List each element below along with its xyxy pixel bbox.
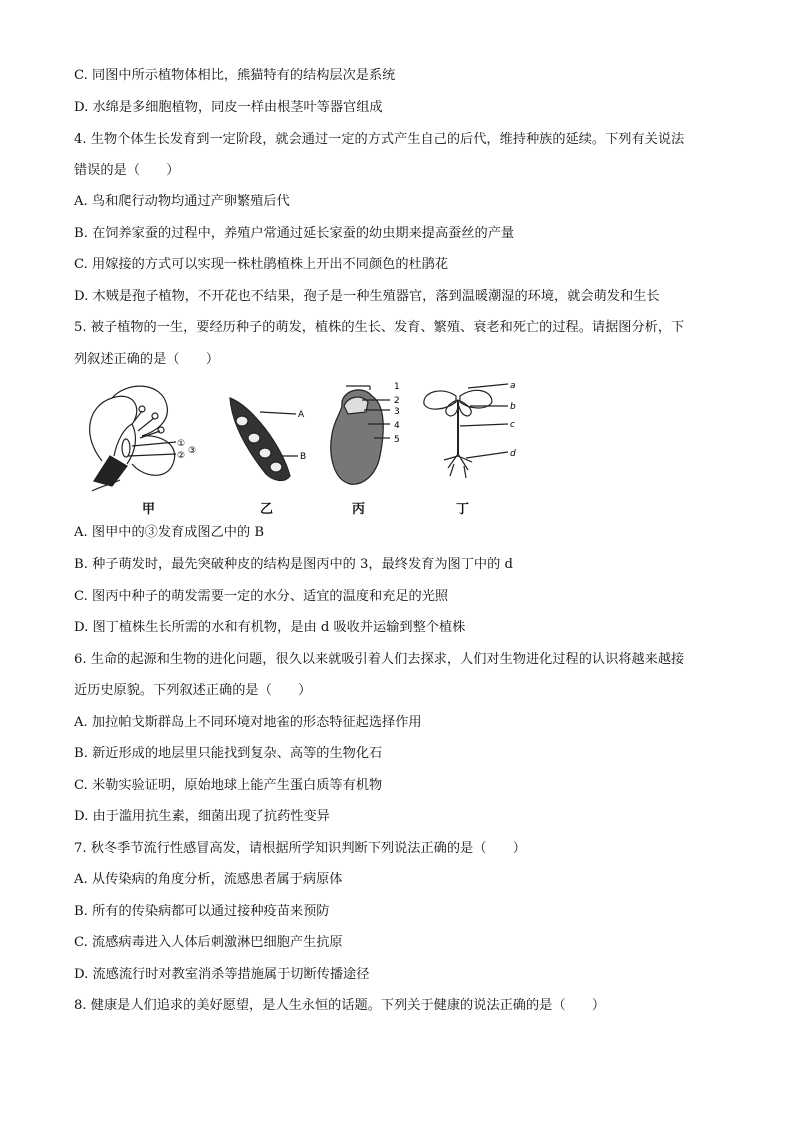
question-5-stem: 5. 被子植物的一生，要经历种子的萌发，植株的生长、发育、繁殖、衰老和死亡的过程。请据图分析，下 bbox=[74, 320, 685, 335]
seedling-diagram bbox=[424, 384, 508, 478]
question-4-stem: 4. 生物个体生长发育到一定阶段，就会通过一定的方式产生自己的后代，维持种族的延续。下列有关说法 bbox=[74, 132, 685, 147]
question-8-stem: 8. 健康是人们追求的美好愿望，是人生永恒的话题。下列关于健康的说法正确的是（ ） bbox=[74, 998, 606, 1013]
question-7-option-a: A. 从传染病的角度分析，流感患者属于病原体 bbox=[74, 872, 343, 887]
flower-label-3: ③ bbox=[188, 446, 197, 456]
question-5-option-b: B. 种子萌发时，最先突破种皮的结构是图丙中的 3，最终发育为图丁中的 d bbox=[74, 557, 513, 572]
question-4-option-b: B. 在饲养家蚕的过程中，养殖户常通过延长家蚕的幼虫期来提高蚕丝的产量 bbox=[74, 226, 515, 241]
pod-label-a: A bbox=[298, 410, 305, 420]
seed-label-2: 2 bbox=[394, 396, 400, 406]
seedling-label-d: d bbox=[510, 449, 516, 459]
question-4-option-a: A. 鸟和爬行动物均通过产卵繁殖后代 bbox=[74, 194, 290, 209]
seed-label-3: 3 bbox=[394, 407, 400, 417]
figure-caption-ding: 丁 bbox=[456, 502, 470, 517]
pod-diagram bbox=[230, 398, 298, 480]
question-6-option-a: A. 加拉帕戈斯群岛上不同环境对地雀的形态特征起选择作用 bbox=[74, 715, 422, 730]
seed-label-1: 1 bbox=[394, 382, 400, 392]
option-line: C. 同图中所示植物体相比，熊猫特有的结构层次是系统 bbox=[74, 68, 396, 83]
question-6-option-d: D. 由于滥用抗生素，细菌出现了抗药性变异 bbox=[74, 809, 330, 824]
figure-caption-bing: 丙 bbox=[352, 502, 366, 517]
figure-drawing bbox=[72, 376, 542, 516]
seedling-label-a: a bbox=[510, 381, 516, 391]
question-5-option-d: D. 图丁植株生长所需的水和有机物，是由 d 吸收并运输到整个植株 bbox=[74, 620, 466, 635]
question-5-option-a: A. 图甲中的③发育成图乙中的 B bbox=[74, 525, 265, 540]
question-6-option-c: C. 米勒实验证明，原始地球上能产生蛋白质等有机物 bbox=[74, 778, 383, 793]
question-4-option-c: C. 用嫁接的方式可以实现一株杜鹃植株上开出不同颜色的杜鹃花 bbox=[74, 257, 449, 272]
seedling-label-b: b bbox=[510, 402, 516, 412]
flower-label-2: ② bbox=[177, 451, 186, 461]
figure-caption-jia: 甲 bbox=[142, 502, 156, 517]
question-7-option-c: C. 流感病毒进入人体后刺激淋巴细胞产生抗原 bbox=[74, 935, 343, 950]
seed-label-5: 5 bbox=[394, 435, 400, 445]
figure-caption-yi: 乙 bbox=[260, 502, 274, 517]
question-6-stem-cont: 近历史原貌。下列叙述正确的是（ ） bbox=[74, 683, 312, 698]
option-line: D. 水绵是多细胞植物，同皮一样由根茎叶等器官组成 bbox=[74, 100, 383, 115]
question-6-stem: 6. 生命的起源和生物的进化问题，很久以来就吸引着人们去探求，人们对生物进化过程的认识将越来越接 bbox=[74, 652, 685, 667]
flower-diagram bbox=[90, 386, 176, 491]
question-5-stem-cont: 列叙述正确的是（ ） bbox=[74, 352, 220, 367]
question-7-option-b: B. 所有的传染病都可以通过接种疫苗来预防 bbox=[74, 904, 330, 919]
seed-label-4: 4 bbox=[394, 421, 400, 431]
question-7-option-d: D. 流感流行时对教室消杀等措施属于切断传播途径 bbox=[74, 967, 370, 982]
plant-lifecycle-figure bbox=[72, 376, 542, 516]
question-7-stem: 7. 秋冬季节流行性感冒高发，请根据所学知识判断下列说法正确的是（ ） bbox=[74, 841, 526, 856]
question-4-option-d: D. 木贼是孢子植物，不开花也不结果，孢子是一种生殖器官，落到温暖潮湿的环境，就会萌发和生长 bbox=[74, 289, 660, 304]
seed-diagram bbox=[331, 386, 390, 484]
question-6-option-b: B. 新近形成的地层里只能找到复杂、高等的生物化石 bbox=[74, 746, 383, 761]
seedling-label-c: c bbox=[510, 420, 515, 430]
flower-label-1: ① bbox=[177, 439, 186, 449]
pod-label-b: B bbox=[300, 452, 307, 462]
question-5-option-c: C. 图丙中种子的萌发需要一定的水分、适宜的温度和充足的光照 bbox=[74, 589, 449, 604]
question-4-stem-cont: 错误的是（ ） bbox=[74, 163, 180, 178]
